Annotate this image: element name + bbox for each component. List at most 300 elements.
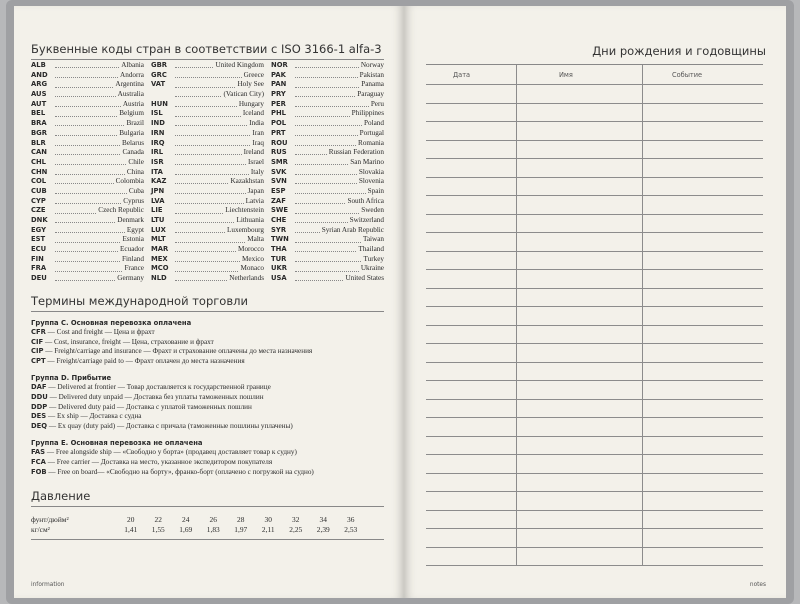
leader-dots [55, 148, 120, 155]
leader-dots [295, 100, 369, 107]
country-code: CUB [31, 186, 47, 195]
trade-term-row [31, 403, 391, 413]
country-name: Israel [248, 157, 264, 166]
country-column [31, 61, 144, 284]
country-row [271, 235, 384, 245]
country-name: Switzerland [349, 216, 384, 224]
leader-dots [55, 226, 125, 233]
country-codes-title: Буквенные коды стран в соответствии с ISO 3166-1 alfa-3 [31, 42, 382, 56]
country-code: BLR [31, 138, 46, 147]
pressure-value: 34 [319, 515, 327, 524]
country-row [271, 197, 384, 207]
country-code: BGR [31, 128, 47, 137]
country-code: IRQ [151, 138, 165, 147]
country-code: ARG [31, 80, 48, 89]
country-row [151, 139, 264, 149]
table-row-line [426, 454, 763, 455]
trade-term-description: — Delivered duty unpaid — Доставка без уплаты таможенных пошлин [47, 392, 264, 401]
leader-dots [295, 197, 345, 204]
country-code: PHL [271, 109, 287, 118]
country-name: Romania [358, 138, 384, 147]
pressure-value: 1,41 [124, 525, 138, 534]
trade-term-code: CIF [31, 337, 44, 346]
country-code: KAZ [151, 177, 167, 186]
trade-term-code: FOB [31, 467, 47, 476]
country-code: PRT [271, 128, 286, 137]
leader-dots [175, 197, 244, 204]
leader-dots [55, 255, 120, 262]
leader-dots [295, 274, 343, 281]
country-row [151, 197, 264, 207]
country-code: BRA [31, 119, 47, 128]
country-name: France [124, 264, 144, 273]
country-code: USA [271, 274, 287, 283]
leader-dots [55, 119, 124, 126]
country-row [151, 187, 264, 197]
country-row [271, 158, 384, 168]
pressure-value: 2,25 [289, 525, 303, 534]
country-row [31, 90, 144, 100]
column-header-event: Событие [672, 71, 703, 79]
country-row [151, 109, 264, 119]
country-name: Belarus [122, 138, 144, 147]
table-row-line [426, 288, 763, 289]
trade-term-row [31, 422, 391, 432]
pressure-value: 24 [182, 515, 190, 524]
pressure-row [31, 525, 381, 535]
leader-dots [295, 177, 357, 184]
country-code: JPN [151, 186, 165, 195]
country-code: MAR [151, 245, 169, 254]
country-row [151, 216, 264, 226]
country-row [31, 264, 144, 274]
leader-dots [55, 187, 127, 194]
pressure-value: 1,69 [179, 525, 193, 534]
country-row [151, 274, 264, 284]
country-code: ISR [151, 157, 164, 166]
birthdays-title: Дни рождения и годовщины [592, 44, 766, 58]
country-code: POL [271, 119, 287, 128]
country-name: Iceland [242, 109, 264, 118]
country-name: Ecuador [120, 245, 144, 254]
country-code: CHL [31, 157, 47, 166]
left-page [14, 6, 404, 598]
country-name: Peru [370, 99, 384, 108]
table-row-line [426, 177, 763, 178]
country-row [271, 245, 384, 255]
trade-term-row [31, 412, 391, 422]
country-name: Hungary [238, 99, 264, 108]
country-name: United Kingdom [215, 61, 264, 69]
trade-group-heading: Группа C. Основная перевозка оплачена [31, 319, 192, 327]
leader-dots [175, 264, 238, 271]
country-row [31, 71, 144, 81]
country-code: ZAF [271, 196, 286, 205]
trade-term-description: — Freight/carriage paid to — Фрахт оплачен до места назначения [45, 356, 245, 365]
country-code: AND [31, 70, 48, 79]
country-name: Finland [122, 254, 144, 263]
trade-terms-rule [31, 311, 384, 312]
country-code: MLT [151, 235, 166, 244]
country-code: PAK [271, 70, 286, 79]
country-row [271, 187, 384, 197]
country-code: THA [271, 245, 287, 254]
leader-dots [55, 264, 122, 271]
birthdays-table [426, 64, 763, 565]
country-name: Italy [250, 167, 264, 176]
country-row [271, 168, 384, 178]
country-code: LUX [151, 225, 166, 234]
country-code: MEX [151, 254, 168, 263]
country-row [31, 61, 144, 71]
country-row [151, 255, 264, 265]
table-row-line [426, 232, 763, 233]
leader-dots [295, 168, 357, 175]
country-row [151, 80, 264, 90]
country-name: Albania [121, 61, 144, 69]
country-code: VAT [151, 80, 166, 89]
country-code: CHE [271, 216, 287, 224]
country-name: Australia [117, 90, 144, 99]
country-row [31, 206, 144, 216]
country-name: Cuba [128, 186, 144, 195]
country-row [31, 274, 144, 284]
country-name: Mexico [242, 254, 264, 263]
country-row [271, 177, 384, 187]
country-name: Iran [252, 128, 264, 137]
leader-dots [295, 148, 327, 155]
country-name: Brazil [126, 119, 144, 128]
leader-dots [55, 158, 126, 165]
country-name: Norway [360, 61, 384, 69]
leader-dots [175, 255, 240, 262]
country-name: Bulgaria [119, 128, 144, 137]
pressure-value: 20 [127, 515, 135, 524]
table-row-line [426, 121, 763, 122]
country-name: Ukraine [360, 264, 384, 273]
trade-term-row [31, 383, 391, 393]
table-row-line [426, 380, 763, 381]
country-code: ISL [151, 109, 163, 118]
pressure-value: 1,97 [234, 525, 248, 534]
table-row-line [426, 214, 763, 215]
country-name: Iraq [252, 138, 264, 147]
country-name: Canada [122, 148, 144, 157]
pressure-bottom-rule [31, 539, 384, 540]
country-code: ECU [31, 245, 47, 254]
country-row [271, 71, 384, 81]
trade-term-row [31, 347, 391, 357]
country-name: Chile [128, 157, 144, 166]
trade-term-row [31, 328, 391, 338]
country-row [271, 119, 384, 129]
leader-dots [55, 80, 113, 87]
trade-term-code: DDU [31, 392, 48, 401]
leader-dots [55, 139, 120, 146]
table-row-line [426, 417, 763, 418]
country-name: Slovenia [358, 177, 384, 186]
table-row-line [426, 251, 763, 252]
country-row [271, 100, 384, 110]
trade-group-heading: Группа E. Основная перевозка не оплачена [31, 439, 203, 448]
country-row [271, 129, 384, 139]
country-code: GRC [151, 70, 167, 79]
trade-term-description: — Freight/carriage and insurance — Фрахт и страхование оплачены до места назначения [43, 347, 313, 356]
leader-dots [295, 187, 366, 194]
trade-term-description: — Delivered duty paid — Доставка с уплатой таможенных пошлин [47, 402, 252, 411]
trade-term-description: — Delivered at frontier — Товар доставляется к государственной границе [46, 383, 271, 392]
country-code: IND [151, 119, 165, 128]
country-code: FIN [31, 254, 44, 263]
country-code: TWN [271, 235, 289, 244]
country-row [31, 216, 144, 226]
country-codes-rule [31, 59, 384, 60]
country-row [31, 129, 144, 139]
country-code: CHN [31, 167, 48, 176]
country-name: Syrian Arab Republic [321, 225, 384, 234]
trade-terms-list [31, 318, 391, 484]
trade-term-description: — Free alongside ship — «Свободно у борта» (продавец доставляет товар к судну) [45, 448, 297, 457]
country-row [31, 177, 144, 187]
country-name: Malta [247, 235, 264, 244]
country-row [271, 61, 384, 71]
country-name: Ireland [243, 148, 264, 157]
leader-dots [175, 226, 225, 233]
country-code: CYP [31, 196, 46, 205]
table-row-line [426, 399, 763, 400]
trade-terms-title: Термины международной торговли [31, 294, 248, 308]
country-code [151, 90, 173, 100]
country-row [271, 255, 384, 265]
country-column [151, 61, 264, 284]
country-name: United States [345, 274, 384, 283]
country-row [151, 235, 264, 245]
table-row-line [426, 158, 763, 159]
country-code: ITA [151, 167, 163, 176]
country-row [271, 139, 384, 149]
country-name: Philippines [351, 109, 384, 118]
pressure-value: 36 [347, 515, 355, 524]
table-row-line [426, 565, 763, 566]
leader-dots [55, 177, 114, 184]
leader-dots [55, 274, 115, 281]
country-row [271, 216, 384, 226]
leader-dots [55, 235, 120, 242]
country-row [151, 226, 264, 236]
country-code: CAN [31, 148, 47, 157]
country-row [151, 61, 264, 71]
trade-term-code: FCA [31, 457, 46, 466]
leader-dots [175, 80, 235, 87]
leader-dots [175, 216, 234, 223]
country-name: Estonia [122, 235, 144, 244]
leader-dots [295, 90, 355, 97]
leader-dots [55, 100, 121, 107]
country-row [31, 80, 144, 90]
leader-dots [55, 216, 115, 223]
country-code: SVN [271, 177, 287, 186]
pressure-value: 32 [292, 515, 300, 524]
country-row [31, 109, 144, 119]
country-row [271, 206, 384, 216]
country-code: BEL [31, 109, 46, 118]
trade-term-row [31, 468, 391, 478]
country-name: India [249, 119, 264, 128]
leader-dots [175, 119, 247, 126]
leader-dots [55, 197, 121, 204]
trade-term-row [31, 458, 391, 468]
country-code: ALB [31, 61, 46, 69]
country-code: IRL [151, 148, 164, 157]
table-column-divider [642, 65, 643, 565]
country-name: Panama [361, 80, 384, 89]
country-row [31, 187, 144, 197]
pressure-value: 22 [154, 515, 162, 524]
leader-dots [295, 206, 359, 213]
country-row [151, 71, 264, 81]
leader-dots [295, 61, 359, 68]
country-code: UKR [271, 264, 288, 273]
leader-dots [295, 109, 350, 116]
trade-term-row [31, 393, 391, 403]
country-code: SVK [271, 167, 287, 176]
country-row [151, 129, 264, 139]
leader-dots [175, 168, 249, 175]
left-footer-label: information [31, 582, 65, 588]
country-name: Belgium [119, 109, 144, 118]
trade-term-description: — Ex ship — Доставка с судна [46, 412, 142, 421]
leader-dots [175, 235, 245, 242]
country-code: EST [31, 235, 46, 244]
country-row [151, 90, 264, 100]
country-code: LIE [151, 206, 163, 215]
country-row [151, 158, 264, 168]
country-code: NOR [271, 61, 288, 69]
country-name: Austria [122, 99, 144, 108]
country-code: PRY [271, 90, 286, 99]
country-row [31, 197, 144, 207]
pressure-value: 30 [264, 515, 272, 524]
leader-dots [175, 177, 228, 184]
leader-dots [175, 71, 242, 78]
country-row [271, 264, 384, 274]
pressure-rule [31, 506, 384, 507]
leader-dots [295, 80, 359, 87]
leader-dots [295, 119, 362, 126]
trade-group [31, 373, 391, 431]
country-code: TUR [271, 254, 287, 263]
country-row [31, 158, 144, 168]
table-row-line [426, 436, 763, 437]
country-name: Pakistan [359, 70, 384, 79]
country-code: ESP [271, 186, 286, 195]
country-row [151, 177, 264, 187]
pressure-value: 1,55 [151, 525, 165, 534]
leader-dots [55, 109, 117, 116]
country-code: AUS [31, 90, 47, 99]
country-column [271, 61, 384, 284]
country-row [31, 119, 144, 129]
trade-term-description: — Cost and freight — Цена и фрахт [45, 328, 155, 336]
country-name: Luxembourg [227, 225, 264, 234]
trade-term-code: CPT [31, 356, 46, 365]
country-code: PER [271, 99, 286, 108]
country-row [151, 168, 264, 178]
country-row [271, 274, 384, 284]
table-row-line [426, 306, 763, 307]
country-name: Colombia [115, 177, 144, 186]
leader-dots [55, 206, 96, 213]
pressure-value: 2,11 [261, 525, 275, 534]
country-code: SYR [271, 225, 287, 234]
country-name: Andorra [120, 70, 144, 79]
leader-dots [175, 109, 241, 116]
leader-dots [55, 129, 117, 136]
trade-term-code: CIP [31, 347, 44, 356]
leader-dots [55, 245, 118, 252]
leader-dots [55, 71, 118, 78]
country-code: LTU [151, 216, 165, 224]
leader-dots [295, 235, 361, 242]
country-name: Netherlands [229, 274, 264, 283]
country-row [31, 235, 144, 245]
country-code: PAN [271, 80, 287, 89]
leader-dots [175, 148, 242, 155]
right-footer-label: notes [749, 582, 766, 588]
leader-dots [295, 245, 356, 252]
country-row [31, 168, 144, 178]
country-name: Turkey [363, 254, 384, 263]
trade-group-heading: Группа D. Прибытие [31, 374, 112, 383]
trade-term-description: — Cost, insurance, freight — Цена, страхование и фрахт [43, 337, 214, 346]
country-name: Germany [117, 274, 144, 283]
leader-dots [175, 129, 250, 136]
country-row [31, 226, 144, 236]
country-name: Kazakhstan [230, 177, 264, 186]
country-code: GBR [151, 61, 167, 69]
leader-dots [175, 187, 246, 194]
country-name: Sweden [361, 206, 384, 215]
pressure-value: 2,53 [344, 525, 358, 534]
leader-dots [55, 90, 116, 97]
country-name: Portugal [359, 128, 384, 137]
trade-term-code: DES [31, 412, 47, 421]
country-name: San Marino [350, 157, 384, 166]
leader-dots [295, 226, 320, 233]
country-row [31, 139, 144, 149]
table-row-line [426, 362, 763, 363]
leader-dots [175, 139, 250, 146]
leader-dots [175, 206, 223, 213]
country-name: Japan [247, 186, 264, 195]
column-header-name: Имя [559, 71, 573, 79]
table-row-line [426, 269, 763, 270]
country-name: Spain [367, 186, 384, 195]
pressure-title: Давление [31, 489, 91, 503]
country-name: Greece [243, 70, 264, 79]
trade-term-code: FAS [31, 448, 46, 457]
country-row [151, 206, 264, 216]
country-name: Liechtenstein [225, 206, 264, 215]
country-code: SWE [271, 206, 289, 215]
country-code: MCO [151, 264, 169, 273]
country-name: Czech Republic [98, 206, 144, 215]
leader-dots [295, 264, 359, 271]
country-row [151, 264, 264, 274]
country-codes-table [31, 61, 384, 284]
country-row [31, 245, 144, 255]
country-row [271, 109, 384, 119]
